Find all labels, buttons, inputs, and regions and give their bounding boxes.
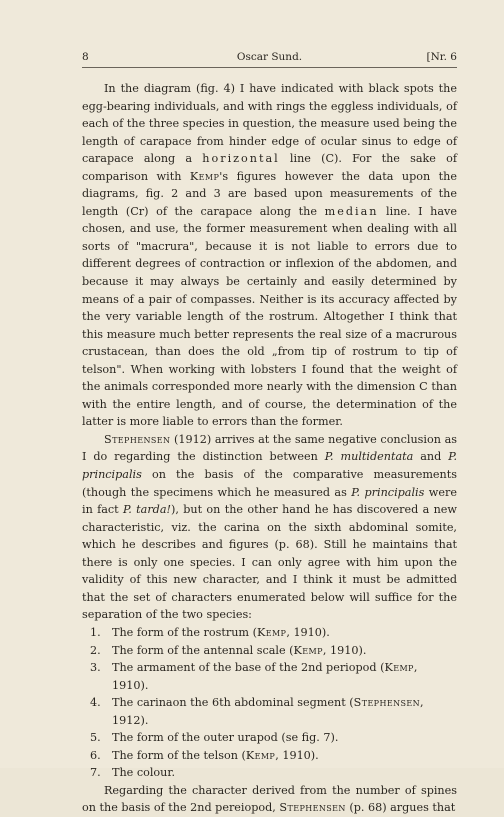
body-text — [82, 80, 457, 817]
species-name: P. principalis — [82, 450, 458, 482]
spaced-word: median — [324, 204, 379, 218]
text-run: , 1910). — [286, 625, 330, 639]
text-run: (1912) arrives at the same negative conclusion as I do regarding the distinction between — [82, 432, 457, 464]
text-run: on the basis of the comparative measurements (though the specimens which he measured as — [82, 468, 457, 499]
list-number: 6. — [90, 748, 101, 762]
text-run: In the diagram (fig. 4) I have indicated with black spots the egg-bearing individuals, and with rings the eggless individuals, of each of the three species in question, the measure used being the length of carapace from hinder edge of ocular sinus to edge of carapace along a — [82, 82, 457, 166]
text-run: were in fact — [82, 485, 457, 517]
header-rule — [82, 67, 457, 68]
paragraph-2 — [82, 431, 457, 624]
text-run: The form of the rostrum ( — [112, 625, 257, 639]
text-run: The carinaon the 6th abdominal segment ( — [112, 696, 354, 710]
page-number: 8 — [82, 51, 89, 63]
text-run: line (C). For the sake of comparison with — [82, 152, 457, 183]
text-run: , 1910). — [275, 748, 319, 762]
list-item — [82, 729, 457, 747]
text-run: Regarding the character derived from the number of spines on the basis of the 2nd pereiopod, — [82, 783, 457, 815]
text-run: ), but on the other hand he has discovered a new characteristic, viz. the carina on the sixth abdominal somite, which he describes and figures (p. 68). Still he maintains that there is only one species. I can only agree with him upon the validity of this new character, and I think it must be admitted that the set of characters enumerated below will suffice for the separation of the two species: — [82, 503, 458, 622]
text-run: The form of the antennal scale ( — [112, 643, 294, 657]
running-header — [82, 51, 457, 67]
author-name: Kemp — [256, 625, 287, 639]
text-run: The colour. — [112, 766, 176, 780]
text-run: , 1912). — [112, 696, 424, 727]
list-number: 1. — [90, 625, 101, 639]
list-item — [82, 694, 457, 729]
list-item — [82, 624, 457, 642]
list-item — [82, 747, 457, 765]
running-author: Oscar Sund. — [236, 51, 303, 63]
author-name: Kemp — [189, 169, 220, 183]
text-run: (p. 68) argues that — [345, 801, 456, 815]
paragraph-1 — [82, 80, 457, 431]
list-item — [82, 659, 457, 694]
species-name: P. multidentata — [324, 450, 414, 464]
series-number: [Nr. 6 — [426, 51, 457, 63]
list-number: 5. — [90, 731, 101, 745]
author-name: Stephensen — [104, 432, 171, 446]
text-run: , 1910). — [112, 661, 418, 692]
text-run: and — [413, 450, 449, 464]
character-list — [82, 624, 457, 782]
list-number: 2. — [90, 643, 101, 657]
text-run: line. I have chosen, and use, the former measurement when dealing with all sorts of "macrura", because it is not liable to errors due to different degrees of contraction or inflexion of the abdomen, and because it may always be certainly and easily determined by means of a pair of compasses. Neither is its accuracy affected by the very variable length of the rostrum. Altogether I think that this measure much better represents the real size of a macrurous crustacean, than does the old „from tip of rostrum to tip of telson". When working with lobsters I found that the weight of the animals corresponded more nearly with the dimension C than with the entire length, and of course, the determination of the latter is more liable to errors than the former. — [82, 204, 457, 429]
author-name: Stephensen — [353, 696, 420, 710]
text-run: The armament of the base of the 2nd periopod ( — [112, 661, 385, 675]
species-name: P. tarda! — [123, 503, 171, 517]
author-name: Kemp — [245, 748, 276, 762]
list-number: 7. — [90, 766, 101, 780]
author-name: Kemp — [384, 661, 414, 675]
list-item — [82, 642, 457, 660]
text-run: , 1910). — [322, 643, 367, 657]
author-name: Kemp — [293, 643, 323, 657]
spaced-word: horizontal — [202, 152, 280, 166]
text-run: The form of the outer urapod (se fig. 7). — [112, 731, 339, 745]
author-name: Stephensen — [279, 801, 346, 815]
text-run: 's figures however the data upon the diagrams, fig. 2 and 3 are based upon measurements of the length (Cr) of the carapace along the — [82, 169, 457, 218]
species-name: P. principalis — [351, 485, 425, 499]
list-item — [82, 764, 457, 782]
text-run: The form of the telson ( — [112, 748, 246, 762]
list-number: 4. — [90, 696, 101, 710]
list-number: 3. — [90, 661, 101, 675]
paragraph-3 — [82, 782, 457, 817]
